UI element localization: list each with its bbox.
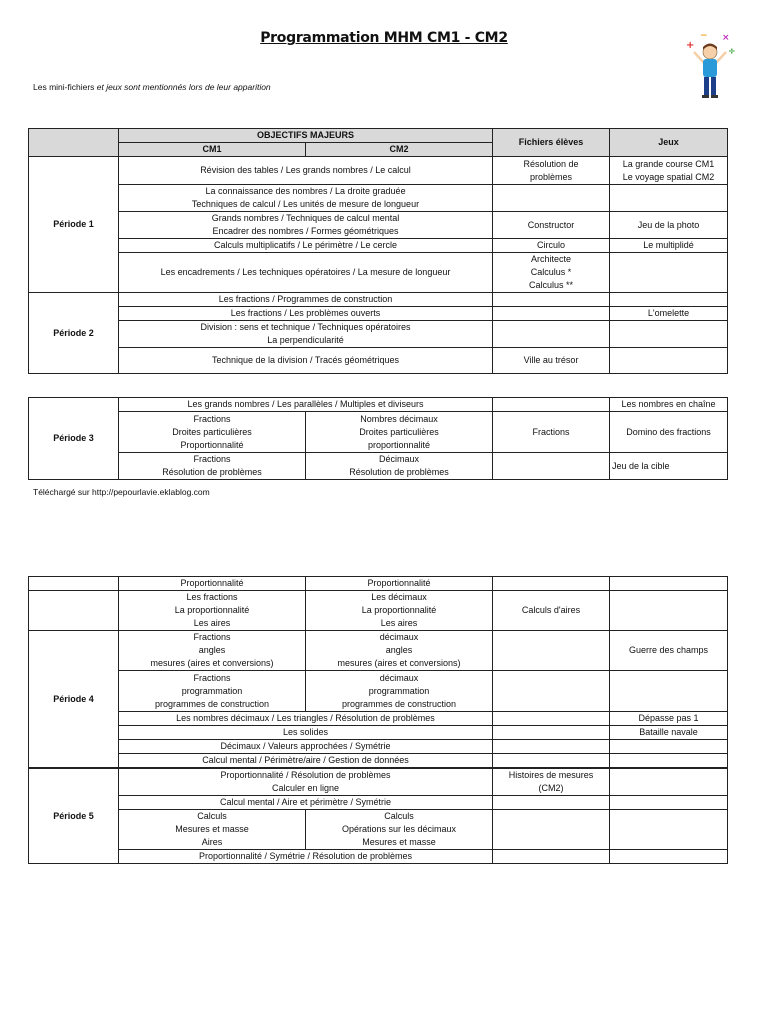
- fichier-cell: [493, 850, 610, 864]
- fichier-cell: Résolution de problèmes: [493, 157, 610, 185]
- period-blank-cell: [29, 591, 119, 631]
- cm2-cell: Proportionnalité: [306, 577, 493, 591]
- jeux-cell: Le multiplidé: [610, 239, 728, 253]
- cm2-cell: Décimaux Résolution de problèmes: [306, 453, 493, 480]
- objective-cell: Les solides: [119, 726, 493, 740]
- period-label-4: Période 4: [29, 631, 119, 769]
- cm2-cell: Les décimaux La proportionnalité Les aires: [306, 591, 493, 631]
- objective-cell: Technique de la division / Tracés géométriques: [119, 348, 493, 374]
- jeux-cell: [610, 253, 728, 293]
- header-cm1: CM1: [119, 143, 306, 157]
- svg-text:+: +: [686, 40, 695, 51]
- cm1-cell: Proportionnalité: [119, 577, 306, 591]
- cm1-cell: Fractions programmation programmes de construction: [119, 671, 306, 712]
- table-periods-4-5: [28, 576, 728, 864]
- fichier-cell: [493, 398, 610, 412]
- svg-text:÷: ÷: [728, 47, 736, 57]
- jeux-cell: [610, 850, 728, 864]
- cm1-cell: Fractions Résolution de problèmes: [119, 453, 306, 480]
- fichier-cell: [493, 453, 610, 480]
- header-objectifs: OBJECTIFS MAJEURS: [119, 129, 493, 143]
- intro-note-part1: Les mini-fichiers: [33, 82, 97, 92]
- period-label-5: Période 5: [29, 768, 119, 864]
- fichier-cell: [493, 726, 610, 740]
- cm2-cell: décimaux angles mesures (aires et conversions): [306, 631, 493, 671]
- objective-cell: Proportionnalité / Résolution de problèmes Calculer en ligne: [119, 768, 493, 796]
- cm1-cell: Les fractions La proportionnalité Les aires: [119, 591, 306, 631]
- fichier-cell: [493, 185, 610, 212]
- fichier-cell: [493, 321, 610, 348]
- cm1-cell: Fractions angles mesures (aires et conversions): [119, 631, 306, 671]
- header-jeux: Jeux: [610, 129, 728, 157]
- table-period-3: [28, 397, 728, 480]
- jeux-cell: [610, 321, 728, 348]
- period-blank-cell: [29, 577, 119, 591]
- header-cm2: CM2: [306, 143, 493, 157]
- fichier-cell: [493, 810, 610, 850]
- fichier-cell: Fractions: [493, 412, 610, 453]
- jeux-cell: La grande course CM1 Le voyage spatial CM2: [610, 157, 728, 185]
- jeux-cell: [610, 796, 728, 810]
- objective-cell: La connaissance des nombres / La droite graduée Techniques de calcul / Les unités de mesure de longueur: [119, 185, 493, 212]
- objective-cell: Grands nombres / Techniques de calcul mental Encadrer des nombres / Formes géométriques: [119, 212, 493, 239]
- fichier-cell: Histoires de mesures (CM2): [493, 768, 610, 796]
- fichier-cell: Constructor: [493, 212, 610, 239]
- fichier-cell: [493, 671, 610, 712]
- fichier-cell: [493, 577, 610, 591]
- jeux-cell: [610, 591, 728, 631]
- fichier-cell: Ville au trésor: [493, 348, 610, 374]
- fichier-cell: [493, 293, 610, 307]
- fichier-cell: Calculs d'aires: [493, 591, 610, 631]
- objective-cell: Calcul mental / Aire et périmètre / Symétrie: [119, 796, 493, 810]
- table-periods-1-2: [28, 128, 728, 374]
- page-title: Programmation MHM CM1 - CM2: [260, 30, 508, 46]
- jeux-cell: Jeu de la photo: [610, 212, 728, 239]
- fichier-cell: [493, 796, 610, 810]
- cm2-cell: décimaux programmation programmes de construction: [306, 671, 493, 712]
- jeux-cell: Bataille navale: [610, 726, 728, 740]
- period-label-2: Période 2: [29, 293, 119, 374]
- objective-cell: Les fractions / Programmes de construction: [119, 293, 493, 307]
- jeux-cell: Domino des fractions: [610, 412, 728, 453]
- jeux-cell: [610, 754, 728, 769]
- objective-cell: Calculs multiplicatifs / Le périmètre / Le cercle: [119, 239, 493, 253]
- jeux-cell: [610, 293, 728, 307]
- svg-text:×: ×: [722, 33, 730, 43]
- juggler-illustration: [684, 30, 736, 102]
- objective-cell: Décimaux / Valeurs approchées / Symétrie: [119, 740, 493, 754]
- jeux-cell: [610, 768, 728, 796]
- jeux-cell: Dépasse pas 1: [610, 712, 728, 726]
- period-label-3: Période 3: [29, 398, 119, 480]
- jeux-cell: L'omelette: [610, 307, 728, 321]
- fichier-cell: [493, 307, 610, 321]
- fichier-cell: [493, 712, 610, 726]
- objective-cell: Révision des tables / Les grands nombres / Le calcul: [119, 157, 493, 185]
- jeux-cell: [610, 671, 728, 712]
- objective-cell: Les nombres décimaux / Les triangles / Résolution de problèmes: [119, 712, 493, 726]
- fichier-cell: [493, 631, 610, 671]
- period-label-1: Période 1: [29, 157, 119, 293]
- objective-cell: Calcul mental / Périmètre/aire / Gestion de données: [119, 754, 493, 769]
- fichier-cell: Circulo: [493, 239, 610, 253]
- header-fichiers: Fichiers élèves: [493, 129, 610, 157]
- cm2-cell: Calculs Opérations sur les décimaux Mesures et masse: [306, 810, 493, 850]
- svg-text:−: −: [700, 31, 708, 41]
- jeux-cell: Guerre des champs: [610, 631, 728, 671]
- download-credit: Téléchargé sur http://pepourlavie.eklablog.com: [33, 487, 210, 497]
- header-empty: [29, 129, 119, 157]
- fichier-cell: Architecte Calculus * Calculus **: [493, 253, 610, 293]
- fichier-cell: [493, 754, 610, 769]
- objective-cell: Les encadrements / Les techniques opératoires / La mesure de longueur: [119, 253, 493, 293]
- objective-cell: Proportionnalité / Symétrie / Résolution de problèmes: [119, 850, 493, 864]
- cm1-cell: Fractions Droites particulières Proportionnalité: [119, 412, 306, 453]
- jeux-cell: [610, 810, 728, 850]
- jeux-cell: Jeu de la cible: [610, 453, 728, 480]
- jeux-cell: [610, 348, 728, 374]
- jeux-cell: [610, 577, 728, 591]
- intro-note: [33, 82, 271, 92]
- intro-note-part2: et jeux sont mentionnés lors de leur apparition: [96, 82, 271, 92]
- fichier-cell: [493, 740, 610, 754]
- jeux-cell: [610, 185, 728, 212]
- cm2-cell: Nombres décimaux Droites particulières proportionnalité: [306, 412, 493, 453]
- jeux-cell: Les nombres en chaîne: [610, 398, 728, 412]
- objective-cell: Division : sens et technique / Techniques opératoires La perpendicularité: [119, 321, 493, 348]
- jeux-cell: [610, 740, 728, 754]
- objective-cell: Les fractions / Les problèmes ouverts: [119, 307, 493, 321]
- cm1-cell: Calculs Mesures et masse Aires: [119, 810, 306, 850]
- objective-cell: Les grands nombres / Les parallèles / Multiples et diviseurs: [119, 398, 493, 412]
